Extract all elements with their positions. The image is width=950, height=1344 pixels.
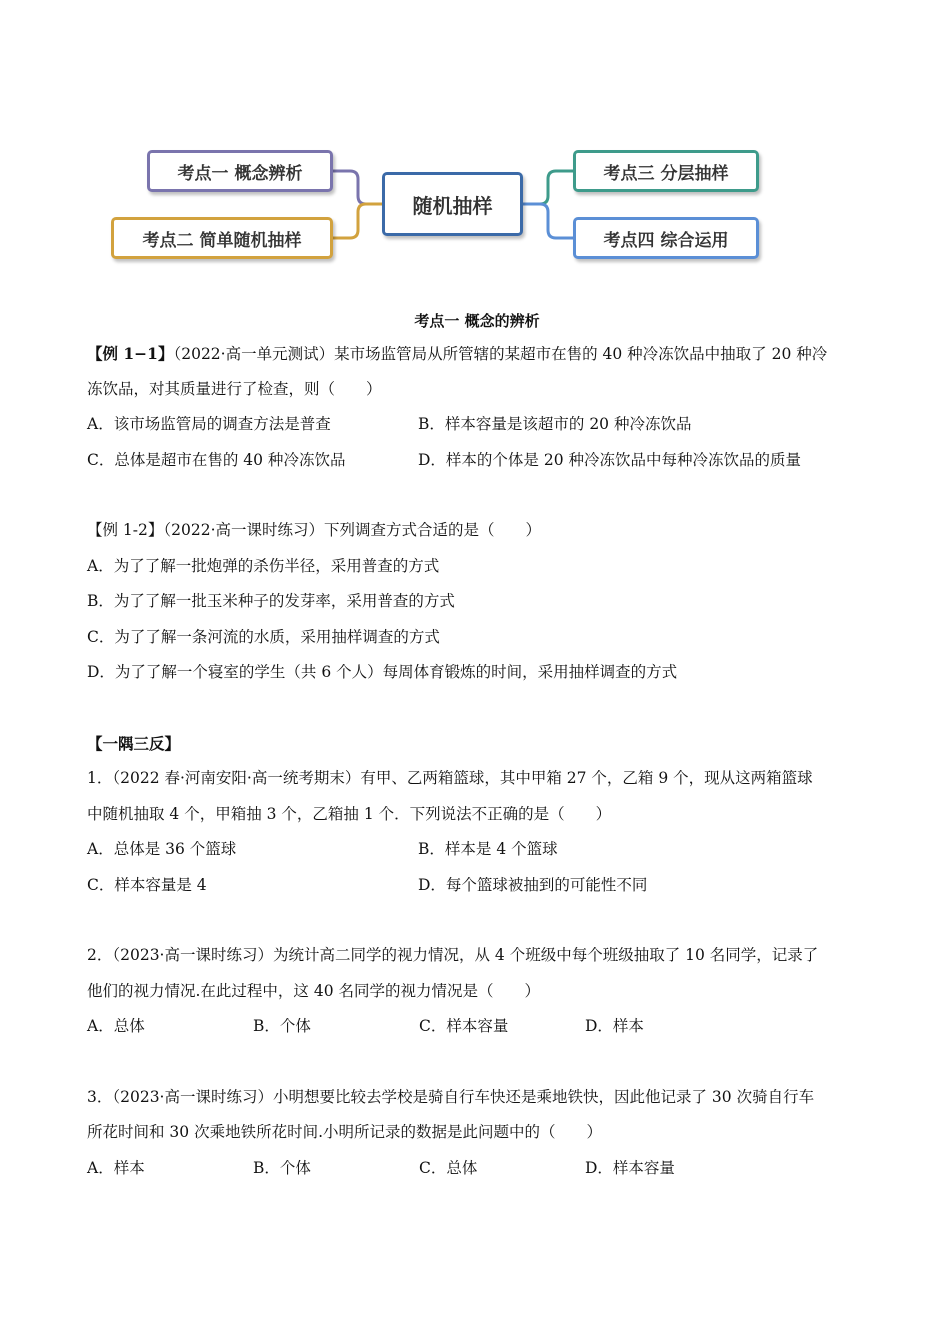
mindmap-node-k2: 考点二 简单随机抽样 bbox=[111, 217, 333, 259]
connector-k4 bbox=[521, 204, 573, 238]
option-c: C．为了了解一条河流的水质，采用抽样调查的方式 bbox=[87, 627, 440, 646]
practice-title: 【一隅三反】 bbox=[87, 733, 181, 753]
example-1-2-line-1 bbox=[87, 513, 867, 549]
option-b: B．个体 bbox=[253, 1017, 311, 1035]
mindmap-node-k1: 考点一 概念辨析 bbox=[147, 150, 333, 192]
mindmap-node-center: 随机抽样 bbox=[382, 172, 523, 236]
mindmap-node-k3: 考点三 分层抽样 bbox=[573, 150, 759, 192]
question-2-options bbox=[87, 1009, 867, 1045]
example-1-1-tag: 【例 1−1】 bbox=[87, 344, 174, 363]
connector-k3 bbox=[521, 171, 573, 204]
question-3-line-2: 所花时间和 30 次乘地铁所花时间.小明所记录的数据是此问题中的（ ） bbox=[87, 1123, 603, 1141]
option-a: A．总体是 36 个篮球 bbox=[87, 840, 237, 858]
option-d: D．为了了解一个寝室的学生（共 6 个人）每周体育锻炼的时间，采用抽样调查的方式 bbox=[87, 663, 678, 681]
example-1-1-line-1 bbox=[87, 336, 867, 372]
question-3-options bbox=[87, 1151, 867, 1187]
option-d: D．样本的个体是 20 种冷冻饮品中每种冷冻饮品的质量 bbox=[418, 450, 802, 469]
option-a: A．样本 bbox=[87, 1158, 145, 1177]
option-d: D．样本 bbox=[585, 1017, 644, 1035]
option-d: D．样本容量 bbox=[585, 1158, 675, 1177]
question-2-line-1: 2．（2023·高一课时练习）为统计高二同学的视力情况，从 4 个班级中每个班级抽取了 10 名同学，记录了 bbox=[87, 946, 819, 964]
option-c: C．样本容量是 4 bbox=[87, 875, 207, 894]
connector-k1 bbox=[333, 171, 384, 204]
question-1-line-1: 1．（2022 春·河南安阳·高一统考期末）有甲、乙两箱篮球，其中甲箱 27 个，乙箱 9 个，现从这两箱篮球 bbox=[87, 769, 813, 787]
example-1-1-options-cd bbox=[87, 443, 867, 479]
option-b: B．为了了解一批玉米种子的发芽率，采用普查的方式 bbox=[87, 592, 455, 610]
connector-k2 bbox=[333, 204, 384, 238]
option-b: B．样本容量是该超市的 20 种冷冻饮品 bbox=[418, 415, 692, 433]
option-c: C．样本容量 bbox=[419, 1017, 509, 1035]
example-1-1-stem: （2022·高一单元测试）某市场监管局从所管辖的某超市在售的 40 种冷冻饮品中抽取了 20 种冷 bbox=[173, 345, 828, 363]
option-a: A．总体 bbox=[87, 1017, 145, 1035]
option-b: B．样本是 4 个篮球 bbox=[418, 840, 558, 858]
question-1-options-cd bbox=[87, 868, 867, 904]
example-1-2-tag: 【例 1-2】 bbox=[87, 521, 164, 539]
example-1-1-options-ab bbox=[87, 407, 867, 443]
mindmap-node-k4: 考点四 综合运用 bbox=[573, 217, 759, 259]
example-1-2-stem: （2022·高一课时练习）下列调查方式合适的是（ ） bbox=[163, 521, 542, 539]
option-b: B．个体 bbox=[253, 1158, 311, 1177]
example-1-1-line-2: 冻饮品，对其质量进行了检查，则（ ） bbox=[87, 379, 382, 398]
question-1-options-ab bbox=[87, 832, 867, 868]
question-3-line-1: 3．（2023·高一课时练习）小明想要比较去学校是骑自行车快还是乘地铁快，因此他记录了 30 次骑自行车 bbox=[87, 1087, 815, 1106]
option-c: C．总体是超市在售的 40 种冷冻饮品 bbox=[87, 450, 346, 469]
option-a: A．该市场监管局的调查方法是普查 bbox=[87, 415, 331, 433]
document-body bbox=[87, 306, 867, 1186]
question-2-line-2: 他们的视力情况.在此过程中，这 40 名同学的视力情况是（ ） bbox=[87, 981, 541, 1000]
option-d: D．每个篮球被抽到的可能性不同 bbox=[418, 875, 648, 894]
mind-map bbox=[0, 0, 950, 290]
question-1-line-2: 中随机抽取 4 个，甲箱抽 3 个，乙箱抽 1 个．下列说法不正确的是（ ） bbox=[87, 804, 612, 823]
section-title: 考点一 概念的辨析 bbox=[414, 312, 540, 330]
option-a: A．为了了解一批炮弹的杀伤半径，采用普查的方式 bbox=[87, 556, 440, 575]
option-c: C．总体 bbox=[419, 1158, 478, 1177]
